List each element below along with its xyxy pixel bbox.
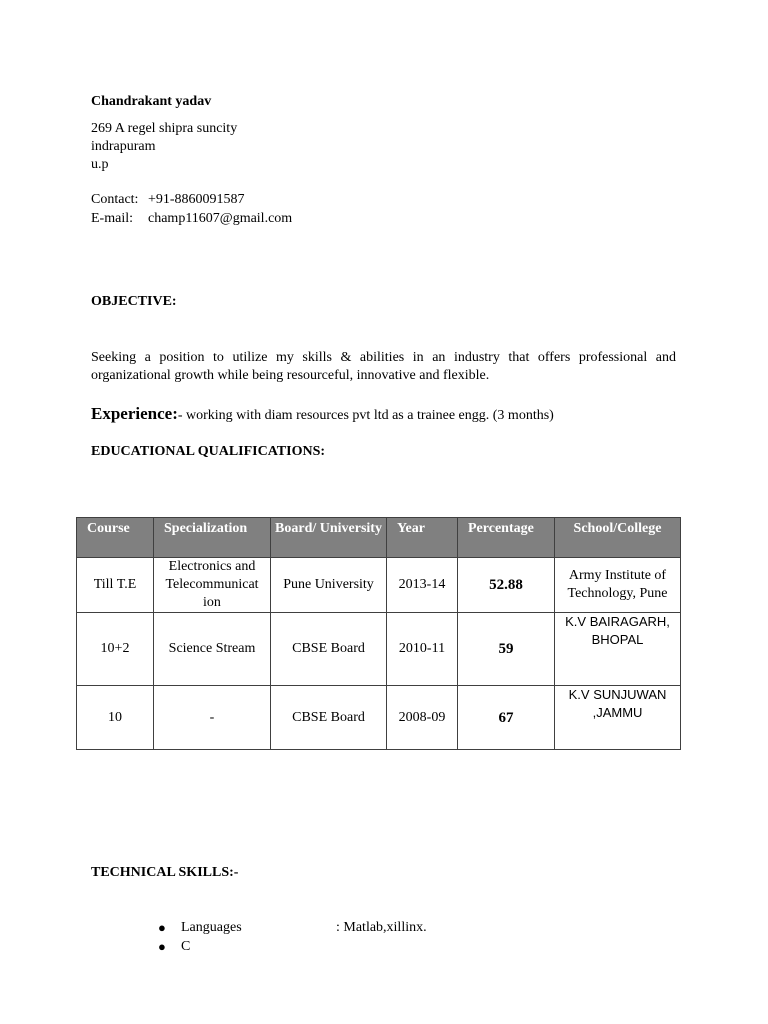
percentage-cell: 52.88 [458, 558, 555, 613]
skill-name: Languages [181, 920, 242, 935]
column-header-specialization: Specialization [154, 518, 271, 558]
skill-value: : Matlab,xillinx. [336, 920, 427, 935]
year-cell: 2013-14 [387, 558, 458, 613]
objective-text: Seeking a position to utilize my skills & abilities in an industry that offers professional and organizational growth while being resourceful, innovative and flexible. [91, 350, 676, 383]
email-address: champ11607@gmail.com [148, 211, 293, 226]
table-row [77, 613, 681, 686]
percentage-cell: 59 [458, 613, 555, 686]
education-table [76, 517, 681, 750]
column-header-year: Year [387, 518, 458, 558]
table-row [77, 558, 681, 613]
school-cell: Army Institute of Technology, Pune [555, 558, 681, 613]
course-cell: Till T.E [77, 558, 154, 613]
board-cell: CBSE Board [271, 613, 387, 686]
email-label: E-mail: [91, 211, 133, 226]
contact-label: Contact: [91, 192, 139, 207]
specialization-cell: Science Stream [154, 613, 271, 686]
column-header-course: Course [77, 518, 154, 558]
school-cell: K.V BAIRAGARH, BHOPAL [555, 613, 681, 686]
education-heading: EDUCATIONAL QUALIFICATIONS: [91, 444, 326, 459]
candidate-name: Chandrakant yadav [91, 94, 212, 109]
bullet-icon: ● [158, 939, 166, 954]
specialization-cell: Electronics and Telecommunicat ion [154, 558, 271, 613]
table-row [77, 686, 681, 750]
year-cell: 2008-09 [387, 686, 458, 750]
table-header-row [77, 518, 681, 558]
experience-line [91, 404, 554, 424]
experience-label: Experience: [91, 404, 178, 423]
bullet-icon: ● [158, 920, 166, 935]
course-cell: 10+2 [77, 613, 154, 686]
column-header-board: Board/ University [271, 518, 387, 558]
address-line-1: 269 A regel shipra suncity [91, 121, 238, 136]
skill-name: C [181, 939, 191, 954]
address-line-3: u.p [91, 157, 109, 172]
contact-phone: +91-8860091587 [148, 192, 245, 207]
experience-text: - working with diam resources pvt ltd as a trainee engg. (3 months) [177, 408, 554, 423]
specialization-cell: - [154, 686, 271, 750]
year-cell: 2010-11 [387, 613, 458, 686]
percentage-cell: 67 [458, 686, 555, 750]
address-line-2: indrapuram [91, 139, 156, 154]
skills-heading: TECHNICAL SKILLS:- [91, 865, 239, 880]
column-header-percentage: Percentage [458, 518, 555, 558]
column-header-school: School/College [555, 518, 681, 558]
objective-heading: OBJECTIVE: [91, 294, 177, 309]
course-cell: 10 [77, 686, 154, 750]
board-cell: CBSE Board [271, 686, 387, 750]
board-cell: Pune University [271, 558, 387, 613]
school-cell: K.V SUNJUWAN ,JAMMU [555, 686, 681, 750]
